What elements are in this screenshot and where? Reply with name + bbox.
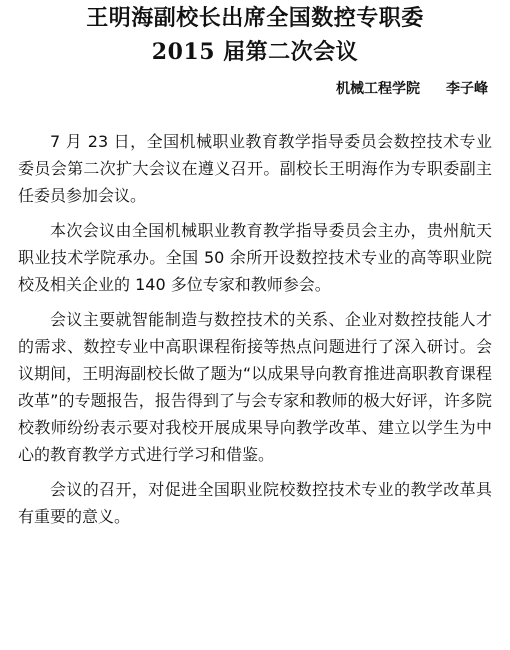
paragraph-3: 会议主要就智能制造与数控技术的关系、企业对数控技能人才的需求、数控专业中高职课程衔接等热点问题进行了深入研讨。会议期间，王明海副校长做了题为“以成果导向教育推进高职教育课程改革”的专题报告，报告得到了与会专家和教师的极大好评，许多院校教师纷纷表示要对我校开展成果导向教学改革、建立以学生为中心的教育教学方式进行学习和借鉴。	[18, 310, 492, 464]
headline-line-2: 2015 届第二次会议	[151, 39, 359, 65]
article-body	[18, 128, 492, 538]
byline	[0, 80, 510, 98]
paragraph-1: 7 月 23 日，全国机械职业教育教学指导委员会数控技术专业委员会第二次扩大会议在遵义召开。副校长王明海作为专职委副主任委员参加会议。	[18, 132, 492, 205]
paragraph-4: 会议的召开，对促进全国职业院校数控技术专业的教学改革具有重要的意义。	[18, 480, 492, 526]
byline-department: 机械工程学院	[336, 81, 420, 97]
byline-author: 李子峰	[446, 81, 488, 97]
paragraph-2: 本次会议由全国机械职业教育教学指导委员会主办，贵州航天职业技术学院承办。全国 50 余所开设数控技术专业的高等职业院校及相关企业的 140 多位专家和教师参会。	[18, 221, 492, 294]
headline-line-1: 王明海副校长出席全国数控专职委	[86, 5, 424, 31]
